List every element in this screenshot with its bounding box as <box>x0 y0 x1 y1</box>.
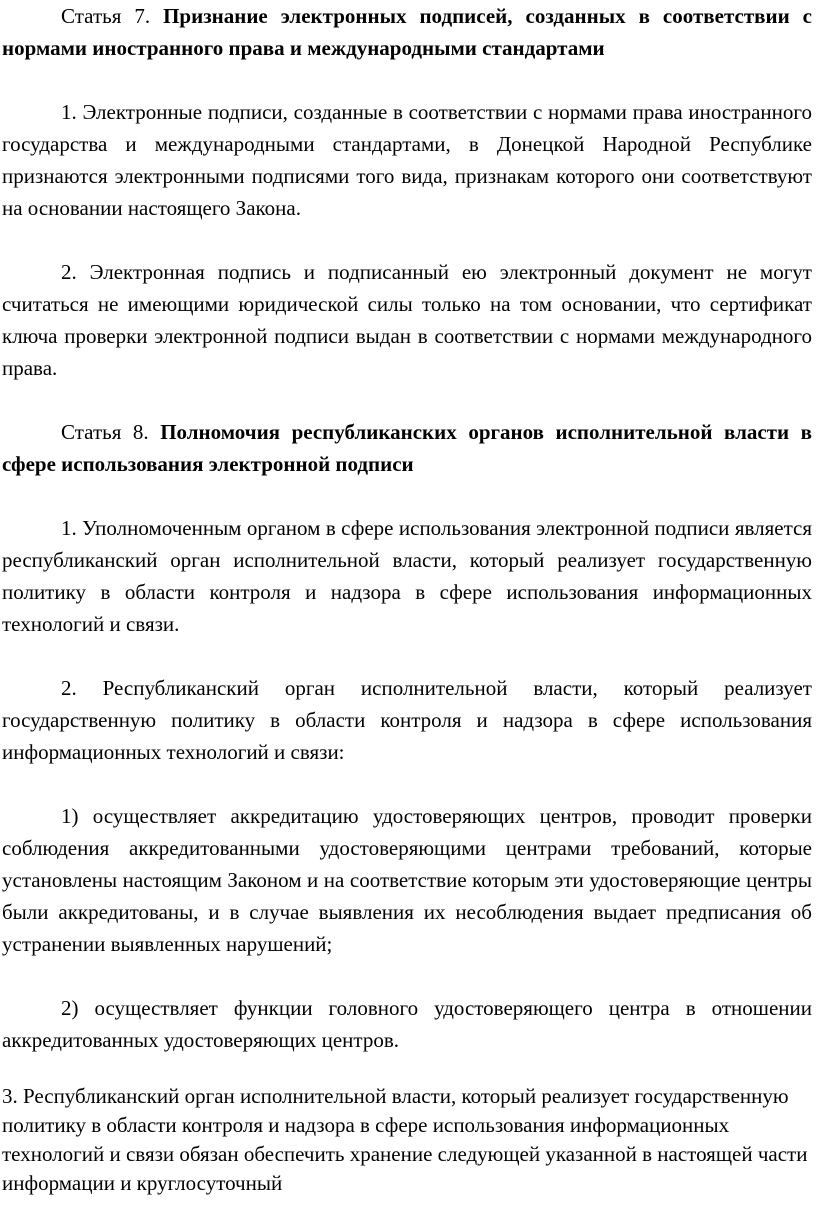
article-7-prefix: Статья 7. <box>61 4 164 28</box>
spacer <box>2 768 812 800</box>
article-8-item-1: 1. Уполномоченным органом в сфере использования электронной подписи является республиканский орган исполнительной власти, который реализует государственную политику в области контроля и надзора в сфере использования информационных технологий и связи. <box>2 516 812 636</box>
spacer <box>2 384 812 416</box>
article-8-subitem-1: 1) осуществляет аккредитацию удостоверяющих центров, проводит проверки соблюдения аккредитованными удостоверяющими центрами требований, которые установлены настоящим Законом и на соответствие которым эти удостоверяющие центры были аккредитованы, и в случае выявления их несоблюдения выдает предписания об устранении выявленных нарушений; <box>2 804 812 956</box>
spacer <box>2 64 812 96</box>
article-7-item-1: 1. Электронные подписи, созданные в соответствии с нормами права иностранного государства и международными стандартами, в Донецкой Народной Республике признаются электронными подписями того вида, признакам которого они соответствуют на основании настоящего Закона. <box>2 100 812 220</box>
article-7-item-2: 2. Электронная подпись и подписанный ею электронный документ не могут считаться не имеющими юридической силы только на том основании, что сертификат ключа проверки электронной подписи выдан в соответствии с нормами международного права. <box>2 260 812 380</box>
article-8-title: Полномочия республиканских органов исполнительной власти в сфере использования электронной подписи <box>2 420 812 476</box>
article-7-title: Признание электронных подписей, созданных в соответствии с нормами иностранного права и международными стандартами <box>2 4 812 60</box>
spacer <box>2 480 812 512</box>
article-8-item-2: 2. Республиканский орган исполнительной власти, который реализует государственную политику в области контроля и надзора в сфере использования информационных технологий и связи: <box>2 676 812 764</box>
article-8-prefix: Статья 8. <box>61 420 161 444</box>
article-8-item-3: 3. Республиканский орган исполнительной власти, который реализует государственную политику в области контроля и надзора в сфере использования информационных технологий и связи обязан обеспечить хранение следующей указанной в настоящей части информации и круглосуточный <box>2 1084 808 1195</box>
article-7-heading <box>2 0 812 64</box>
spacer <box>2 224 812 256</box>
spacer <box>2 960 812 992</box>
spacer <box>2 1056 812 1082</box>
article-8-subitem-2: 2) осуществляет функции головного удостоверяющего центра в отношении аккредитованных удостоверяющих центров. <box>2 996 812 1052</box>
spacer <box>2 640 812 672</box>
article-8-heading <box>2 416 812 480</box>
